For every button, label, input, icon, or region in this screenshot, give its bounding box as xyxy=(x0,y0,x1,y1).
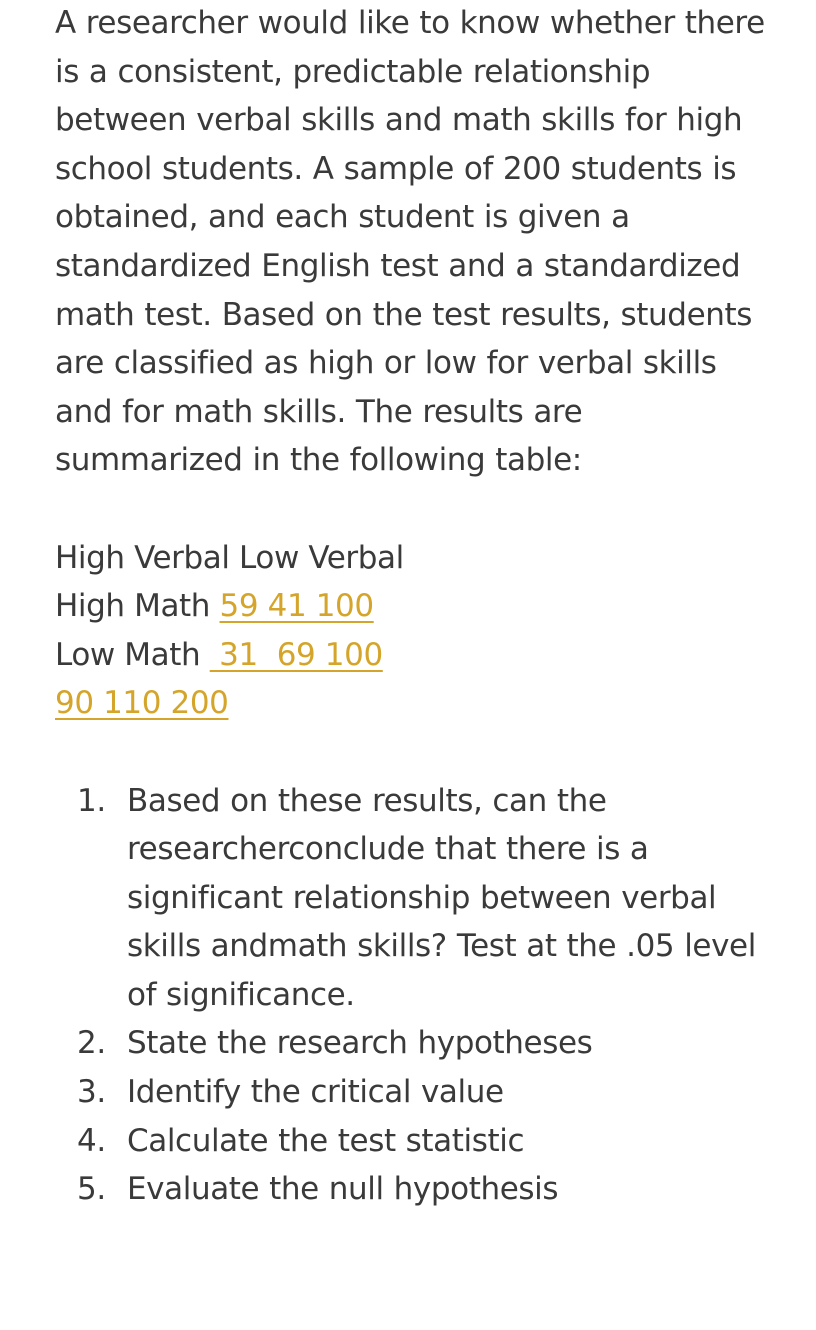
row-label-low-math: Low Math xyxy=(55,636,210,673)
list-item-text: Identify the critical value xyxy=(127,1074,504,1111)
table-row-high-math xyxy=(55,582,775,631)
table-row-totals xyxy=(55,679,775,728)
intro-paragraph: A researcher would like to know whether there is a consistent, predictable relationship between verbal skills and math skills for high school students. A sample of 200 students is obtained, and each student is given a standardized English test and a standardized math test. Based on the test results, students are classified as high or low for verbal skills and for math skills. The results are summarized in the following table: xyxy=(55,5,765,479)
list-item-number: 2. xyxy=(77,1025,106,1062)
list-item-text: State the research hypotheses xyxy=(127,1025,593,1062)
row-values-low-math[interactable]: 31 69 100 xyxy=(209,636,383,673)
list-item xyxy=(55,1165,775,1214)
list-item-number: 1. xyxy=(77,782,106,819)
table-row-low-math xyxy=(55,631,775,680)
question-list xyxy=(55,777,775,1214)
list-item xyxy=(55,1068,775,1117)
list-item-number: 3. xyxy=(77,1074,106,1111)
document-body xyxy=(55,0,775,1214)
list-item-text: Evaluate the null hypothesis xyxy=(127,1171,559,1208)
list-item xyxy=(55,1117,775,1166)
list-item-number: 4. xyxy=(77,1122,106,1159)
table-header-row: High Verbal Low Verbal xyxy=(55,539,404,576)
blank-line xyxy=(55,728,775,777)
contingency-table xyxy=(55,534,775,728)
list-item-number: 5. xyxy=(77,1171,106,1208)
list-item xyxy=(55,777,775,1020)
row-label-high-math: High Math xyxy=(55,588,220,625)
list-item-text: Based on these results, can the researcherconclude that there is a significant relationship between verbal skills andmath skills? Test at the .05 level of significance. xyxy=(127,782,756,1013)
list-item xyxy=(55,1019,775,1068)
list-item-text: Calculate the test statistic xyxy=(127,1122,525,1159)
row-values-totals[interactable]: 90 110 200 xyxy=(55,685,229,722)
row-values-high-math[interactable]: 59 41 100 xyxy=(219,588,374,625)
blank-line xyxy=(55,485,775,534)
